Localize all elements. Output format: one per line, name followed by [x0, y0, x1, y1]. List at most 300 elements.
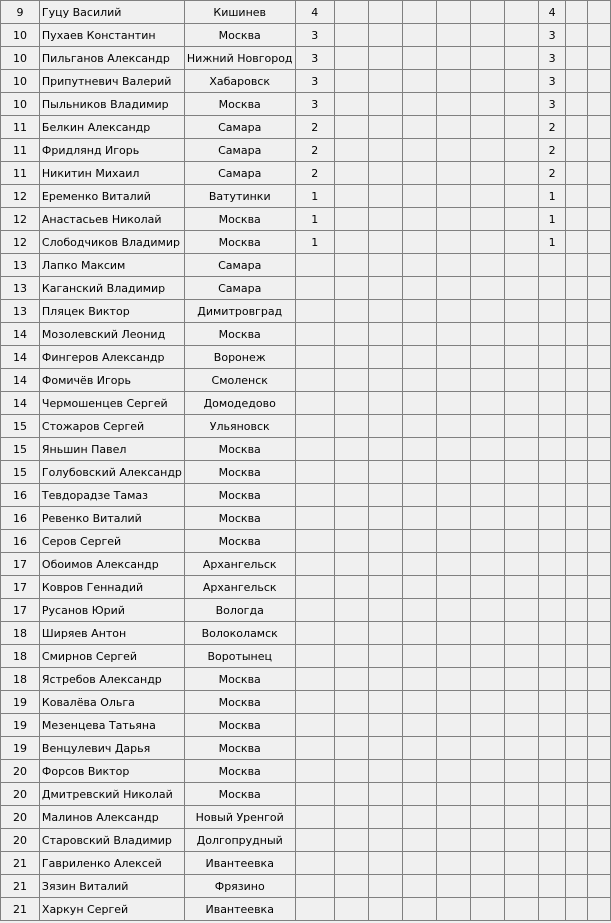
- extra-cell: [566, 116, 588, 139]
- player-name-cell: Ястребов Александр: [39, 668, 184, 691]
- total-cell: [539, 668, 566, 691]
- round-cell: [334, 760, 368, 783]
- extra-cell: [588, 714, 611, 737]
- place-cell: 12: [1, 185, 40, 208]
- extra-cell: [588, 898, 611, 921]
- city-cell: Москва: [184, 24, 295, 47]
- round-cell: [368, 254, 402, 277]
- place-cell: 18: [1, 668, 40, 691]
- round-cell: [437, 415, 471, 438]
- total-cell: [539, 484, 566, 507]
- round-cell: [368, 93, 402, 116]
- city-cell: Ульяновск: [184, 415, 295, 438]
- place-cell: 14: [1, 346, 40, 369]
- player-name-cell: Тевдорадзе Тамаз: [39, 484, 184, 507]
- city-cell: Кишинев: [184, 1, 295, 24]
- player-name-cell: Каганский Владимир: [39, 277, 184, 300]
- round-cell: [471, 576, 505, 599]
- round-score-cell: 2: [295, 162, 334, 185]
- extra-cell: [566, 645, 588, 668]
- round-cell: [505, 323, 539, 346]
- round-cell: [471, 162, 505, 185]
- round-cell: [368, 300, 402, 323]
- extra-cell: [566, 70, 588, 93]
- extra-cell: [588, 1, 611, 24]
- round-cell: [437, 47, 471, 70]
- round-cell: [471, 254, 505, 277]
- round-score-cell: [295, 737, 334, 760]
- total-cell: [539, 760, 566, 783]
- player-name-cell: Фомичёв Игорь: [39, 369, 184, 392]
- city-cell: Москва: [184, 760, 295, 783]
- city-cell: Нижний Новгород: [184, 47, 295, 70]
- round-cell: [334, 507, 368, 530]
- city-cell: Самара: [184, 116, 295, 139]
- round-cell: [505, 47, 539, 70]
- table-row: [1, 185, 611, 208]
- round-cell: [402, 1, 436, 24]
- total-cell: [539, 898, 566, 921]
- total-cell: [539, 599, 566, 622]
- extra-cell: [588, 139, 611, 162]
- round-cell: [368, 691, 402, 714]
- round-score-cell: [295, 829, 334, 852]
- round-cell: [437, 162, 471, 185]
- round-cell: [402, 185, 436, 208]
- total-cell: [539, 645, 566, 668]
- round-cell: [334, 162, 368, 185]
- round-cell: [505, 1, 539, 24]
- city-cell: Москва: [184, 714, 295, 737]
- extra-cell: [588, 553, 611, 576]
- round-cell: [505, 714, 539, 737]
- round-cell: [471, 369, 505, 392]
- round-cell: [437, 760, 471, 783]
- extra-cell: [588, 461, 611, 484]
- round-cell: [505, 139, 539, 162]
- extra-cell: [566, 668, 588, 691]
- total-cell: [539, 576, 566, 599]
- round-cell: [334, 93, 368, 116]
- round-cell: [368, 208, 402, 231]
- place-cell: 9: [1, 1, 40, 24]
- extra-cell: [588, 530, 611, 553]
- round-cell: [437, 231, 471, 254]
- city-cell: Димитровград: [184, 300, 295, 323]
- player-name-cell: Смирнов Сергей: [39, 645, 184, 668]
- round-cell: [505, 783, 539, 806]
- extra-cell: [566, 760, 588, 783]
- place-cell: 20: [1, 829, 40, 852]
- round-cell: [505, 461, 539, 484]
- round-cell: [471, 691, 505, 714]
- extra-cell: [588, 783, 611, 806]
- round-cell: [437, 530, 471, 553]
- round-cell: [437, 714, 471, 737]
- extra-cell: [566, 691, 588, 714]
- round-cell: [334, 415, 368, 438]
- player-name-cell: Пильганов Александр: [39, 47, 184, 70]
- round-cell: [437, 645, 471, 668]
- total-cell: [539, 300, 566, 323]
- round-cell: [334, 277, 368, 300]
- player-name-cell: Ревенко Виталий: [39, 507, 184, 530]
- round-cell: [505, 852, 539, 875]
- round-score-cell: 3: [295, 70, 334, 93]
- table-row: [1, 139, 611, 162]
- extra-cell: [588, 645, 611, 668]
- city-cell: Архангельск: [184, 576, 295, 599]
- player-name-cell: Харкун Сергей: [39, 898, 184, 921]
- round-cell: [402, 277, 436, 300]
- round-score-cell: [295, 599, 334, 622]
- round-cell: [471, 553, 505, 576]
- round-cell: [471, 47, 505, 70]
- round-cell: [505, 346, 539, 369]
- extra-cell: [588, 70, 611, 93]
- round-cell: [334, 576, 368, 599]
- round-score-cell: [295, 254, 334, 277]
- table-row: [1, 484, 611, 507]
- round-cell: [471, 438, 505, 461]
- round-cell: [368, 116, 402, 139]
- table-row: [1, 553, 611, 576]
- place-cell: 17: [1, 576, 40, 599]
- city-cell: Воротынец: [184, 645, 295, 668]
- total-cell: 1: [539, 231, 566, 254]
- round-cell: [437, 553, 471, 576]
- city-cell: Москва: [184, 208, 295, 231]
- city-cell: Москва: [184, 530, 295, 553]
- extra-cell: [566, 553, 588, 576]
- extra-cell: [566, 806, 588, 829]
- city-cell: Домодедово: [184, 392, 295, 415]
- extra-cell: [588, 829, 611, 852]
- round-cell: [437, 139, 471, 162]
- extra-cell: [566, 576, 588, 599]
- extra-cell: [566, 714, 588, 737]
- place-cell: 11: [1, 139, 40, 162]
- round-score-cell: [295, 645, 334, 668]
- city-cell: Москва: [184, 484, 295, 507]
- round-cell: [437, 691, 471, 714]
- extra-cell: [566, 461, 588, 484]
- round-cell: [402, 576, 436, 599]
- total-cell: [539, 737, 566, 760]
- round-cell: [368, 553, 402, 576]
- table-row: [1, 898, 611, 921]
- round-cell: [368, 438, 402, 461]
- total-cell: [539, 415, 566, 438]
- round-cell: [402, 24, 436, 47]
- round-score-cell: [295, 300, 334, 323]
- round-score-cell: [295, 668, 334, 691]
- round-cell: [368, 645, 402, 668]
- round-cell: [505, 530, 539, 553]
- total-cell: [539, 507, 566, 530]
- player-name-cell: Еременко Виталий: [39, 185, 184, 208]
- place-cell: 10: [1, 24, 40, 47]
- round-cell: [402, 553, 436, 576]
- table-row: [1, 231, 611, 254]
- city-cell: Волоколамск: [184, 622, 295, 645]
- round-cell: [334, 116, 368, 139]
- round-cell: [334, 438, 368, 461]
- round-cell: [334, 829, 368, 852]
- round-cell: [437, 622, 471, 645]
- round-cell: [505, 254, 539, 277]
- round-cell: [471, 300, 505, 323]
- round-score-cell: [295, 346, 334, 369]
- round-score-cell: [295, 530, 334, 553]
- extra-cell: [588, 668, 611, 691]
- round-cell: [471, 783, 505, 806]
- round-cell: [437, 70, 471, 93]
- round-cell: [505, 599, 539, 622]
- round-cell: [402, 461, 436, 484]
- round-cell: [402, 415, 436, 438]
- round-cell: [471, 829, 505, 852]
- extra-cell: [566, 208, 588, 231]
- extra-cell: [566, 254, 588, 277]
- round-cell: [368, 47, 402, 70]
- place-cell: 16: [1, 507, 40, 530]
- total-cell: 2: [539, 162, 566, 185]
- total-cell: [539, 691, 566, 714]
- round-cell: [471, 737, 505, 760]
- round-cell: [402, 139, 436, 162]
- round-score-cell: [295, 415, 334, 438]
- round-cell: [505, 806, 539, 829]
- table-row: [1, 277, 611, 300]
- player-name-cell: Ковров Геннадий: [39, 576, 184, 599]
- total-cell: [539, 553, 566, 576]
- extra-cell: [588, 622, 611, 645]
- place-cell: 15: [1, 461, 40, 484]
- round-score-cell: 3: [295, 93, 334, 116]
- table-row: [1, 47, 611, 70]
- round-cell: [471, 599, 505, 622]
- total-cell: 3: [539, 47, 566, 70]
- player-name-cell: Никитин Михаил: [39, 162, 184, 185]
- round-cell: [368, 323, 402, 346]
- round-cell: [368, 24, 402, 47]
- city-cell: Москва: [184, 93, 295, 116]
- round-cell: [471, 231, 505, 254]
- player-name-cell: Русанов Юрий: [39, 599, 184, 622]
- extra-cell: [566, 24, 588, 47]
- round-cell: [437, 461, 471, 484]
- table-row: [1, 829, 611, 852]
- extra-cell: [588, 300, 611, 323]
- round-cell: [505, 208, 539, 231]
- extra-cell: [588, 576, 611, 599]
- extra-cell: [566, 139, 588, 162]
- round-cell: [437, 1, 471, 24]
- table-row: [1, 622, 611, 645]
- table-row: [1, 461, 611, 484]
- total-cell: [539, 254, 566, 277]
- place-cell: 21: [1, 852, 40, 875]
- round-cell: [402, 323, 436, 346]
- table-row: [1, 691, 611, 714]
- round-cell: [368, 668, 402, 691]
- round-cell: [402, 622, 436, 645]
- round-cell: [471, 760, 505, 783]
- player-name-cell: Ковалёва Ольга: [39, 691, 184, 714]
- round-cell: [437, 829, 471, 852]
- player-name-cell: Дмитревский Николай: [39, 783, 184, 806]
- city-cell: Москва: [184, 438, 295, 461]
- player-name-cell: Пляцек Виктор: [39, 300, 184, 323]
- round-cell: [334, 300, 368, 323]
- round-cell: [334, 783, 368, 806]
- extra-cell: [588, 737, 611, 760]
- extra-cell: [588, 24, 611, 47]
- round-cell: [334, 70, 368, 93]
- round-cell: [402, 898, 436, 921]
- city-cell: Фрязино: [184, 875, 295, 898]
- table-row: [1, 254, 611, 277]
- round-score-cell: [295, 323, 334, 346]
- extra-cell: [566, 484, 588, 507]
- extra-cell: [566, 392, 588, 415]
- round-cell: [402, 93, 436, 116]
- extra-cell: [588, 691, 611, 714]
- round-cell: [368, 852, 402, 875]
- extra-cell: [588, 852, 611, 875]
- extra-cell: [588, 369, 611, 392]
- round-score-cell: 3: [295, 47, 334, 70]
- round-cell: [437, 806, 471, 829]
- round-cell: [368, 576, 402, 599]
- round-cell: [505, 760, 539, 783]
- table-row: [1, 93, 611, 116]
- round-cell: [402, 806, 436, 829]
- place-cell: 16: [1, 484, 40, 507]
- round-cell: [334, 622, 368, 645]
- city-cell: Москва: [184, 231, 295, 254]
- round-cell: [437, 300, 471, 323]
- total-cell: 2: [539, 139, 566, 162]
- extra-cell: [588, 277, 611, 300]
- table-row: [1, 346, 611, 369]
- player-name-cell: Припутневич Валерий: [39, 70, 184, 93]
- round-cell: [437, 737, 471, 760]
- extra-cell: [588, 346, 611, 369]
- player-name-cell: Пыльников Владимир: [39, 93, 184, 116]
- extra-cell: [588, 254, 611, 277]
- extra-cell: [588, 875, 611, 898]
- round-cell: [334, 208, 368, 231]
- table-row: [1, 668, 611, 691]
- extra-cell: [588, 760, 611, 783]
- extra-cell: [566, 599, 588, 622]
- round-score-cell: 1: [295, 208, 334, 231]
- table-row: [1, 392, 611, 415]
- round-cell: [402, 300, 436, 323]
- table-row: [1, 806, 611, 829]
- round-cell: [334, 185, 368, 208]
- player-name-cell: Белкин Александр: [39, 116, 184, 139]
- round-cell: [402, 162, 436, 185]
- city-cell: Самара: [184, 139, 295, 162]
- table-row: [1, 369, 611, 392]
- round-score-cell: 2: [295, 116, 334, 139]
- total-cell: [539, 783, 566, 806]
- round-cell: [334, 392, 368, 415]
- place-cell: 10: [1, 47, 40, 70]
- total-cell: [539, 369, 566, 392]
- round-score-cell: 3: [295, 24, 334, 47]
- total-cell: [539, 346, 566, 369]
- round-cell: [505, 875, 539, 898]
- extra-cell: [566, 369, 588, 392]
- round-cell: [334, 323, 368, 346]
- total-cell: [539, 323, 566, 346]
- round-cell: [334, 806, 368, 829]
- round-cell: [368, 185, 402, 208]
- round-cell: [437, 24, 471, 47]
- total-cell: [539, 806, 566, 829]
- round-cell: [437, 438, 471, 461]
- round-cell: [471, 208, 505, 231]
- extra-cell: [588, 415, 611, 438]
- round-cell: [368, 139, 402, 162]
- place-cell: 13: [1, 300, 40, 323]
- extra-cell: [588, 93, 611, 116]
- player-name-cell: Голубовский Александр: [39, 461, 184, 484]
- round-cell: [334, 139, 368, 162]
- round-score-cell: [295, 369, 334, 392]
- city-cell: Вологда: [184, 599, 295, 622]
- place-cell: 15: [1, 438, 40, 461]
- round-cell: [334, 1, 368, 24]
- round-cell: [368, 461, 402, 484]
- table-row: [1, 714, 611, 737]
- place-cell: 18: [1, 622, 40, 645]
- round-cell: [334, 737, 368, 760]
- total-cell: 3: [539, 93, 566, 116]
- place-cell: 13: [1, 277, 40, 300]
- round-cell: [402, 369, 436, 392]
- round-score-cell: 1: [295, 231, 334, 254]
- round-cell: [402, 829, 436, 852]
- player-name-cell: Стожаров Сергей: [39, 415, 184, 438]
- round-cell: [505, 645, 539, 668]
- total-cell: [539, 277, 566, 300]
- round-cell: [505, 369, 539, 392]
- extra-cell: [566, 852, 588, 875]
- extra-cell: [588, 116, 611, 139]
- round-cell: [368, 415, 402, 438]
- standings-body: [1, 1, 611, 921]
- total-cell: [539, 530, 566, 553]
- total-cell: [539, 622, 566, 645]
- round-cell: [437, 783, 471, 806]
- extra-cell: [566, 507, 588, 530]
- city-cell: Самара: [184, 162, 295, 185]
- round-cell: [505, 829, 539, 852]
- round-cell: [471, 415, 505, 438]
- round-cell: [368, 346, 402, 369]
- city-cell: Москва: [184, 737, 295, 760]
- round-cell: [402, 47, 436, 70]
- round-score-cell: [295, 576, 334, 599]
- round-cell: [437, 369, 471, 392]
- extra-cell: [588, 47, 611, 70]
- round-cell: [334, 530, 368, 553]
